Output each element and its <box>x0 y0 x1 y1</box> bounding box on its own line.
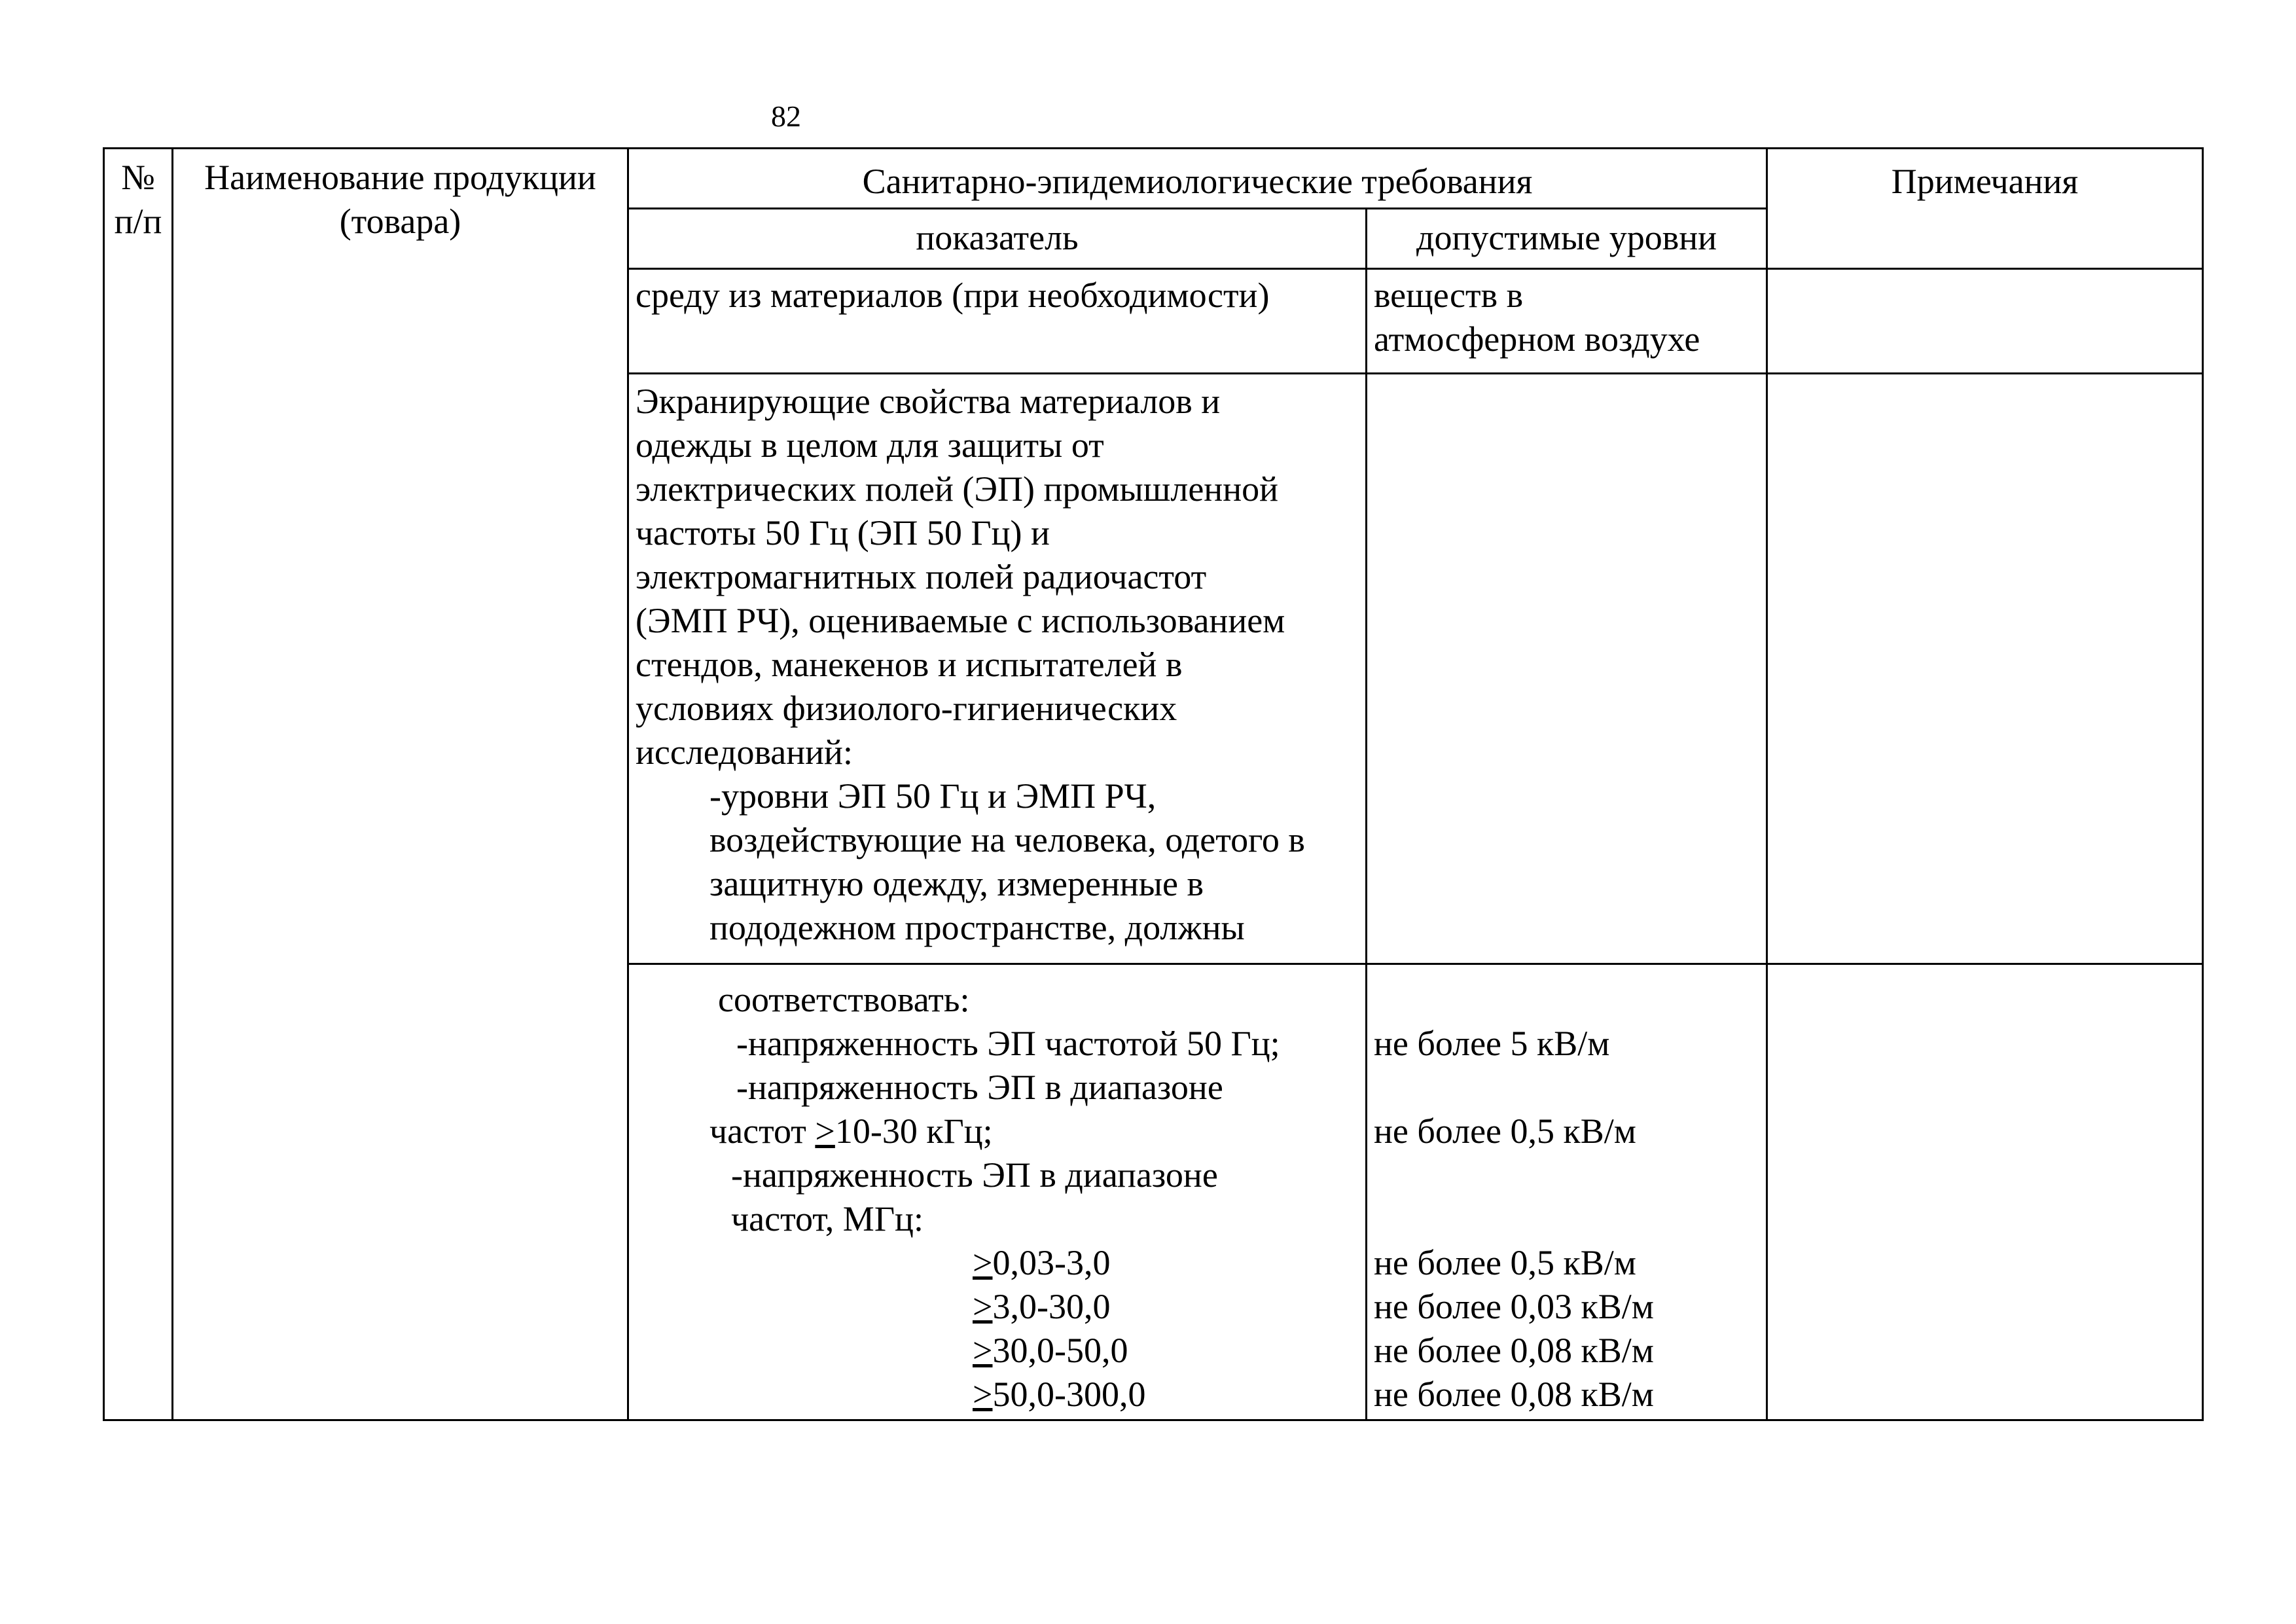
levels-header: допустимые уровни <box>1367 209 1767 269</box>
requirements-table <box>103 147 2204 1421</box>
indicator-text: электромагнитных полей радиочастот <box>636 557 1207 596</box>
level-text: не более 0,08 кВ/м <box>1374 1331 1654 1370</box>
indicator-text: частоты 50 Гц (ЭП 50 Гц) и <box>636 513 1050 552</box>
indicator-header: показатель <box>628 209 1367 269</box>
level-text: веществ в <box>1374 276 1524 315</box>
product-name-column <box>173 149 628 1420</box>
indicator-text: частот, МГц: <box>731 1199 924 1238</box>
indicator-text <box>636 1110 1359 1153</box>
level-text: не более 0,5 кВ/м <box>1374 1243 1636 1282</box>
ge-symbol: > <box>973 1287 993 1326</box>
indicator-text: 10-30 кГц; <box>834 1111 993 1151</box>
frequency-range <box>636 1241 1359 1285</box>
frequency-range <box>636 1329 1359 1373</box>
notes-cell <box>1767 269 2203 374</box>
indicator-text: Экранирующие свойства материалов и <box>636 382 1221 421</box>
indicator-cell <box>628 269 1367 374</box>
indicator-cell <box>628 374 1367 964</box>
level-cell <box>1367 374 1767 964</box>
indicator-text: соответствовать: <box>718 980 970 1019</box>
indicator-text: исследований: <box>636 732 853 772</box>
range-value: 0,03-3,0 <box>992 1243 1111 1282</box>
level-cell <box>1367 964 1767 1420</box>
range-value: 50,0-300,0 <box>992 1375 1146 1414</box>
indicator-text: условиях физиолого-гигиенических <box>636 689 1177 728</box>
level-text: атмосферном воздухе <box>1374 319 1700 359</box>
number-column <box>104 149 173 1420</box>
sanitary-requirements-header: Санитарно-эпидемиологические требования <box>628 149 1767 209</box>
number-header-symbol: № <box>121 158 155 197</box>
ge-symbol: > <box>815 1111 835 1151</box>
indicator-cell <box>628 964 1367 1420</box>
indicator-text: частот <box>709 1111 816 1151</box>
page-number: 82 <box>771 99 801 133</box>
notes-cell <box>1767 374 2203 964</box>
table-header-row <box>104 149 2203 209</box>
indicator-text: -уровни ЭП 50 Гц и ЭМП РЧ, <box>709 776 1157 816</box>
level-text: не более 5 кВ/м <box>1374 1024 1610 1063</box>
indicator-text: защитную одежду, измеренные в <box>709 864 1204 903</box>
indicator-text: -напряженность ЭП в диапазоне <box>736 1068 1223 1107</box>
level-text: не более 0,08 кВ/м <box>1374 1375 1654 1414</box>
product-name-header-sub: (товара) <box>339 202 461 241</box>
product-name-header: Наименование продукции <box>204 158 596 197</box>
ge-symbol: > <box>973 1243 993 1282</box>
indicator-text: -напряженность ЭП частотой 50 Гц; <box>736 1024 1280 1063</box>
frequency-range <box>636 1373 1359 1416</box>
notes-header: Примечания <box>1767 149 2203 269</box>
range-value: 3,0-30,0 <box>992 1287 1111 1326</box>
indicator-text: стендов, манекенов и испытателей в <box>636 645 1183 684</box>
indicator-text: одежды в целом для защиты от <box>636 425 1104 465</box>
indicator-text: среду из материалов (при необходимости) <box>636 276 1270 315</box>
indicator-text: электрических полей (ЭП) промышленной <box>636 469 1278 509</box>
indicator-text: пододежном пространстве, должны <box>709 908 1245 947</box>
level-text: не более 0,5 кВ/м <box>1374 1111 1636 1151</box>
ge-symbol: > <box>973 1375 993 1414</box>
number-header-abbr: п/п <box>114 202 162 241</box>
notes-cell <box>1767 964 2203 1420</box>
indicator-text: -напряженность ЭП в диапазоне <box>731 1155 1218 1195</box>
level-cell <box>1367 269 1767 374</box>
range-value: 30,0-50,0 <box>992 1331 1128 1370</box>
indicator-text: воздействующие на человека, одетого в <box>709 820 1305 859</box>
ge-symbol: > <box>973 1331 993 1370</box>
indicator-text: (ЭМП РЧ), оцениваемые с использованием <box>636 601 1285 640</box>
frequency-range <box>636 1285 1359 1329</box>
level-text: не более 0,03 кВ/м <box>1374 1287 1654 1326</box>
